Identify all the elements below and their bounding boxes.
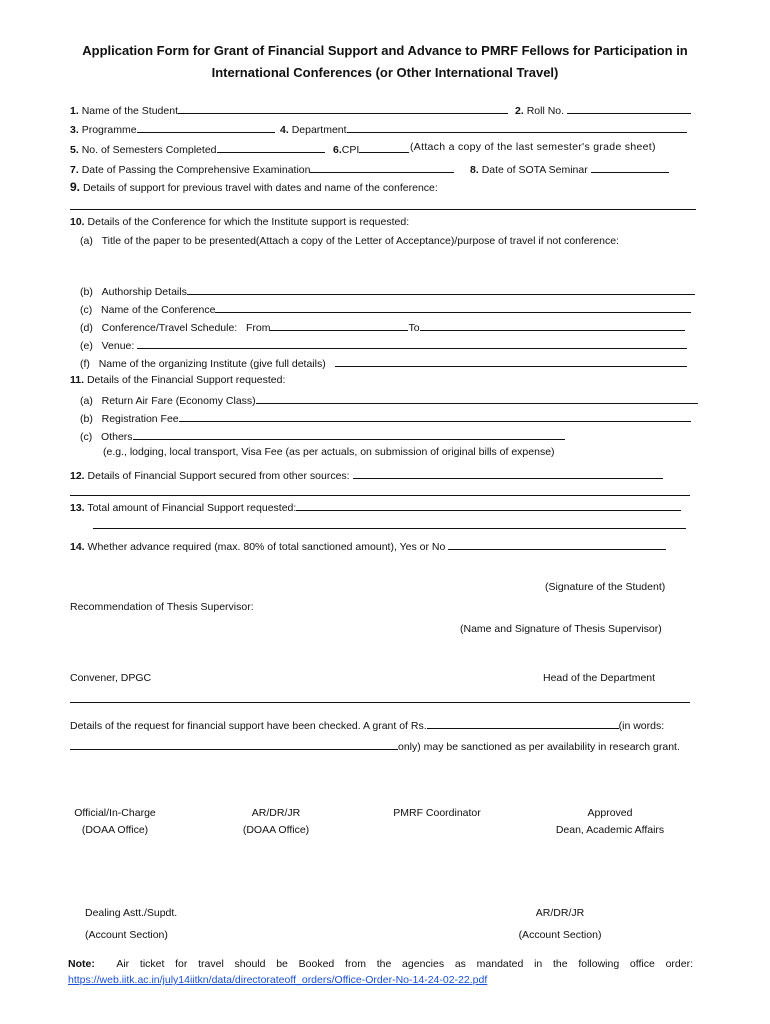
office-order-link-wrapper bbox=[68, 974, 487, 986]
cpi-line[interactable] bbox=[359, 141, 409, 153]
supervisor-signature-label: (Name and Signature of Thesis Supervisor) bbox=[460, 623, 662, 635]
section-12: 12. Details of Financial Support secured from other sources: bbox=[70, 467, 663, 482]
convener-label: Convener, DPGC bbox=[70, 672, 152, 684]
title-line-1: Application Form for Grant of Financial Support and Advance to PMRF Fellows for Participation in bbox=[82, 43, 688, 58]
other-sources-line-2[interactable] bbox=[70, 495, 690, 496]
field-department: 4. Department bbox=[280, 121, 687, 136]
other-sources-line[interactable] bbox=[353, 467, 663, 479]
roll-no-line[interactable] bbox=[567, 102, 691, 114]
field-roll-no: 2. Roll No. bbox=[515, 102, 691, 117]
form-title bbox=[40, 40, 730, 84]
field-sota-date: 8. Date of SOTA Seminar bbox=[470, 161, 669, 176]
department-line[interactable] bbox=[347, 121, 687, 133]
others-line[interactable] bbox=[133, 428, 565, 440]
total-amount-line[interactable] bbox=[296, 499, 681, 511]
signatory-ar-dr-jr-doaa: AR/DR/JR (DOAA Office) bbox=[242, 807, 310, 836]
field-10c: (c) Name of the Conference bbox=[80, 301, 691, 316]
signatory-dean: Approved Dean, Academic Affairs bbox=[555, 807, 665, 836]
field-11c: (c) Others bbox=[80, 428, 565, 443]
comprehensive-date-line[interactable] bbox=[310, 161, 454, 173]
signatory-pmrf-coordinator: PMRF Coordinator bbox=[393, 807, 481, 819]
field-10d: (d) Conference/Travel Schedule: From To bbox=[80, 319, 685, 334]
office-order-link[interactable]: https://web.iitk.ac.in/july14iitkn/data/directorateoff_orders/Office-Order-No-14-24-02-22.pdf bbox=[68, 974, 488, 986]
grant-amount-line[interactable] bbox=[427, 717, 619, 729]
student-name-line[interactable] bbox=[178, 102, 508, 114]
field-student-name: 1. Name of the Student bbox=[70, 102, 508, 117]
divider-2 bbox=[70, 702, 690, 703]
field-semesters: 5. No. of Semesters Completed bbox=[70, 141, 325, 156]
programme-line[interactable] bbox=[137, 121, 275, 133]
semesters-line[interactable] bbox=[217, 141, 325, 153]
others-note: (e.g., lodging, local transport, Visa Fee (as per actuals, on submission of original bills of expense) bbox=[103, 446, 555, 458]
note bbox=[68, 958, 693, 970]
student-signature-label: (Signature of the Student) bbox=[545, 581, 666, 593]
supervisor-recommendation-label: Recommendation of Thesis Supervisor: bbox=[70, 601, 254, 613]
section-14: 14. Whether advance required (max. 80% of total sanctioned amount), Yes or No bbox=[70, 538, 666, 553]
field-comprehensive-date: 7. Date of Passing the Comprehensive Examination bbox=[70, 161, 454, 176]
air-fare-line[interactable] bbox=[256, 392, 698, 404]
advance-line[interactable] bbox=[448, 538, 666, 550]
sota-date-line[interactable] bbox=[591, 161, 669, 173]
field-10f: (f) Name of the organizing Institute (give full details) bbox=[80, 355, 687, 370]
field-11b: (b) Registration Fee bbox=[80, 410, 691, 425]
field-10e: (e) Venue: bbox=[80, 337, 687, 352]
grant-checked-line: Details of the request for financial support have been checked. A grant of Rs. (in words: bbox=[70, 717, 664, 732]
cpi-note: (Attach a copy of the last semester's grade sheet) bbox=[410, 141, 656, 153]
registration-fee-line[interactable] bbox=[179, 410, 691, 422]
note-text: Air ticket for travel should be Booked from the agencies as mandated in the following office order: bbox=[116, 958, 693, 970]
grant-words-line: only) may be sanctioned as per availability in research grant. bbox=[70, 738, 680, 753]
total-amount-line-2[interactable] bbox=[93, 528, 686, 529]
field-10b: (b) Authorship Details bbox=[80, 283, 695, 298]
signatory-dealing-asst: Dealing Astt./Supdt. (Account Section) bbox=[85, 907, 178, 941]
signatory-ar-dr-jr-account: AR/DR/JR (Account Section) bbox=[518, 907, 602, 941]
schedule-to-line[interactable] bbox=[420, 319, 685, 331]
section-13: 13. Total amount of Financial Support requested: bbox=[70, 499, 681, 514]
divider-1 bbox=[70, 209, 696, 210]
amount-in-words-line[interactable] bbox=[70, 738, 398, 750]
venue-line[interactable] bbox=[137, 337, 687, 349]
field-programme: 3. Programme bbox=[70, 121, 275, 136]
authorship-line[interactable] bbox=[187, 283, 695, 295]
section-10-heading: 10. Details of the Conference for which the Institute support is requested: bbox=[70, 216, 410, 228]
signatory-official-in-charge: Official/In-Charge (DOAA Office) bbox=[74, 807, 156, 836]
field-11a: (a) Return Air Fare (Economy Class) bbox=[80, 392, 698, 407]
note-label: Note: bbox=[68, 958, 95, 970]
field-10a: (a) Title of the paper to be presented(Attach a copy of the Letter of Acceptance)/purpose of travel if not conference: bbox=[80, 235, 619, 247]
field-cpi: 6.CPI bbox=[333, 141, 409, 156]
schedule-from-line[interactable] bbox=[270, 319, 408, 331]
organizer-line[interactable] bbox=[335, 355, 687, 367]
conference-name-line[interactable] bbox=[215, 301, 691, 313]
title-line-2: International Conferences (or Other International Travel) bbox=[211, 65, 559, 80]
section-11-heading: 11. Details of the Financial Support requested: bbox=[70, 374, 286, 386]
field-previous-travel: 9. Details of support for previous travel with dates and name of the conference: bbox=[70, 180, 438, 194]
hod-label: Head of the Department bbox=[543, 672, 656, 684]
